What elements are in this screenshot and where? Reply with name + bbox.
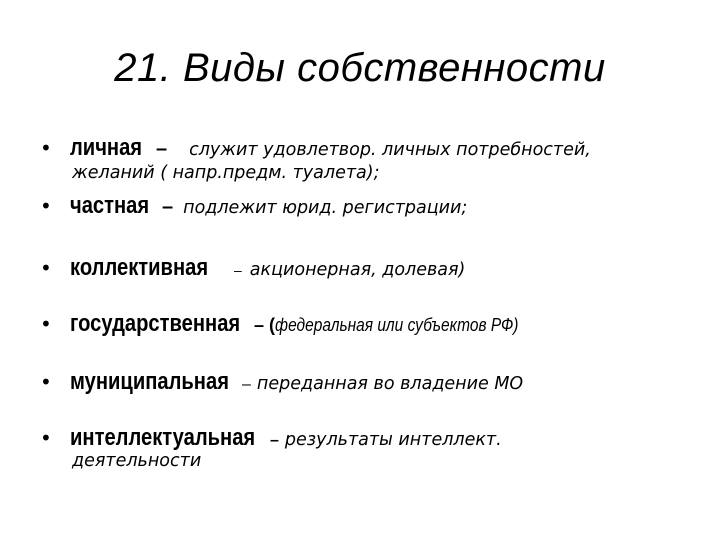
- description-private: подлежит юрид. регистрации;: [183, 198, 468, 218]
- bullet: •: [40, 370, 52, 394]
- description-intellectual: результаты интеллект.: [284, 430, 502, 450]
- description-state: федеральная или субъектов РФ): [275, 315, 519, 335]
- term-state: государственная: [70, 310, 241, 337]
- term-municipal: муниципальная: [70, 368, 229, 395]
- bullet: •: [40, 426, 52, 450]
- bullet: •: [40, 256, 52, 280]
- dash: –: [242, 376, 251, 393]
- dash: –: [234, 262, 242, 278]
- description-intellectual-continued: деятельности: [72, 451, 202, 471]
- description-municipal: переданная во владение МО: [256, 374, 524, 394]
- list-item-line: [70, 368, 523, 399]
- list-item-collective: [40, 254, 700, 284]
- term-collective: коллективная: [70, 254, 209, 281]
- slide-title: 21. Виды собственности: [114, 46, 606, 90]
- list-item-line: [70, 310, 558, 341]
- list-item-intellectual: [40, 424, 700, 480]
- term-personal: личная: [70, 134, 143, 161]
- description-personal: служит удовлетвор. личных потребностей,: [189, 140, 591, 160]
- bullet: •: [40, 312, 52, 336]
- dash: –: [156, 138, 168, 160]
- list-item-private: [40, 192, 700, 222]
- list-item-personal: [40, 134, 700, 194]
- bullet: •: [40, 136, 52, 160]
- term-intellectual: интеллектуальная: [70, 424, 256, 451]
- list-item-state: [40, 310, 700, 340]
- description-personal-continued: желаний ( напр.предм. туалета);: [72, 163, 380, 183]
- term-private: частная: [70, 192, 150, 219]
- dash: –: [162, 196, 174, 218]
- dash: – (: [254, 315, 276, 335]
- description-collective: акционерная, долевая): [249, 260, 466, 280]
- dash: –: [270, 432, 279, 449]
- list-item-line: [70, 254, 465, 285]
- list-item-line: [70, 192, 467, 223]
- bullet: •: [40, 194, 52, 218]
- list-item-municipal: [40, 368, 700, 398]
